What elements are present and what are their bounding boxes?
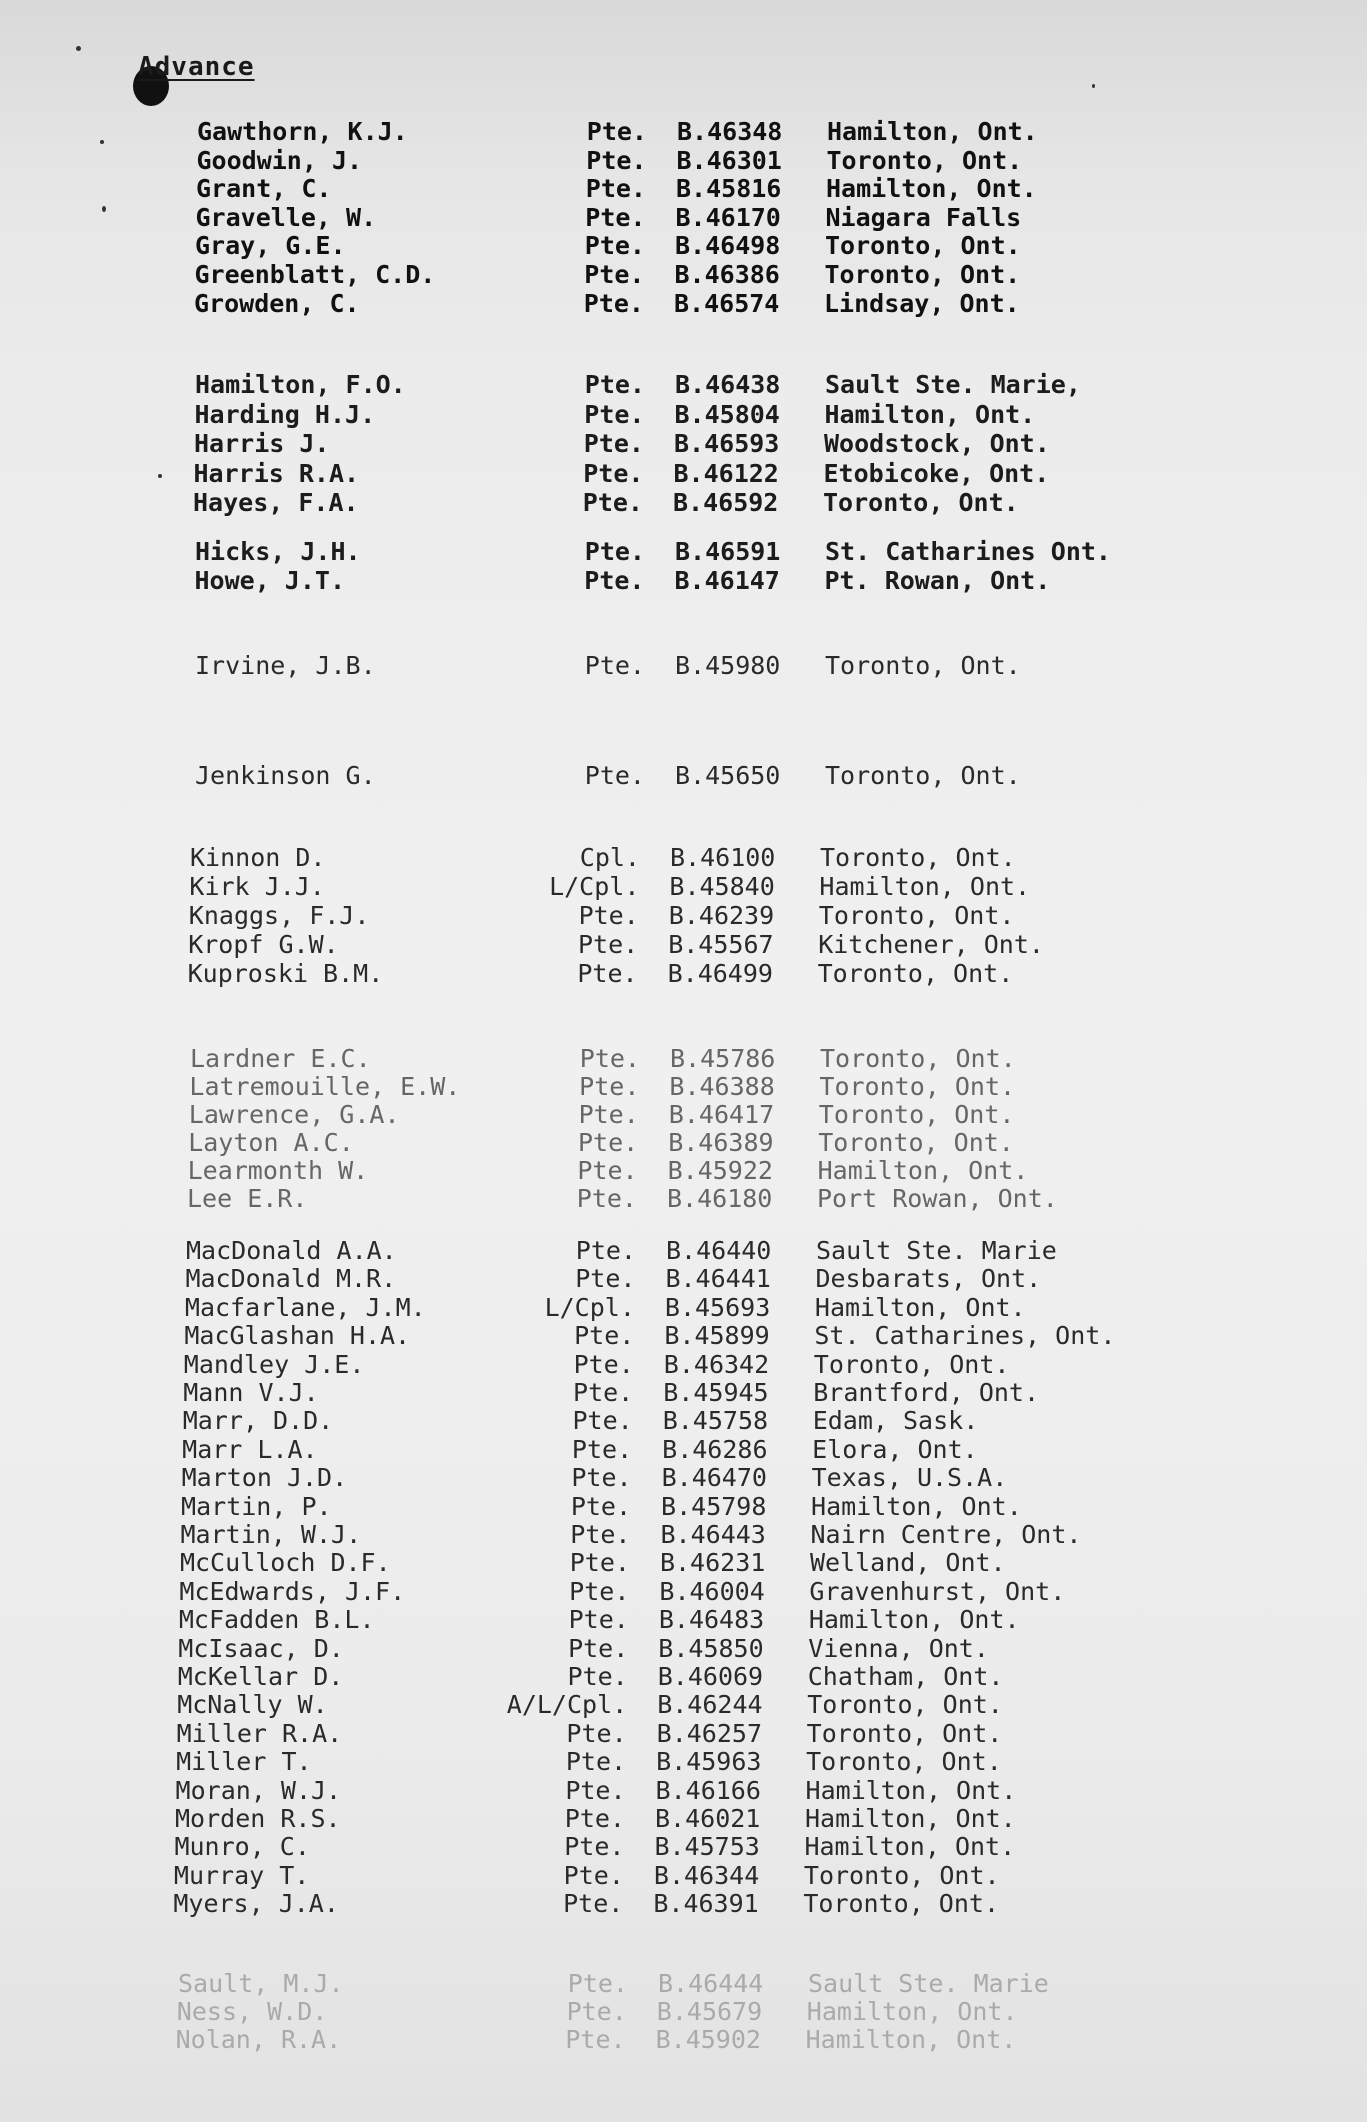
hometown: Toronto, Ont. <box>826 145 1023 175</box>
soldier-rank: Pte. <box>571 1434 633 1464</box>
hometown: Vienna, Ont. <box>808 1633 989 1663</box>
roster-row <box>195 261 1145 289</box>
soldier-name: Morden R.S. <box>175 1804 341 1833</box>
soldier-name: Latremouille, E.W. <box>189 1072 461 1101</box>
service-number: B.46592 <box>673 488 779 517</box>
soldier-name: Kinnon D. <box>190 843 326 872</box>
roster-row <box>184 1322 1134 1350</box>
service-number: B.45679 <box>656 1997 763 2026</box>
roster-row <box>180 1549 1130 1577</box>
roster-row <box>181 1521 1131 1549</box>
service-number: B.46180 <box>667 1184 773 1213</box>
service-number: B.45693 <box>664 1292 771 1322</box>
soldier-rank: Cpl. <box>579 843 640 872</box>
soldier-rank: Pte. <box>566 1997 627 2026</box>
hometown: Toronto, Ont. <box>825 761 1021 790</box>
soldier-rank: Pte. <box>563 1889 624 1919</box>
hometown: Hamilton, Ont. <box>805 2025 1017 2054</box>
soldier-rank: Pte. <box>567 1662 628 1691</box>
soldier-rank: Pte. <box>577 959 638 988</box>
hometown: Etobicoke, Ont. <box>823 458 1050 488</box>
soldier-rank: Pte. <box>573 1349 634 1379</box>
service-number: B.46170 <box>675 202 781 232</box>
roster-row <box>195 401 1145 429</box>
roster-row <box>195 762 1145 790</box>
roster-row <box>173 1890 1123 1918</box>
hometown: Brantford, Ont. <box>813 1378 1040 1407</box>
soldier-rank: L/Cpl. <box>549 872 640 901</box>
roster-row <box>188 960 1138 988</box>
hometown: Toronto, Ont. <box>820 1044 1016 1073</box>
soldier-rank: Pte. <box>586 117 647 146</box>
hometown: St. Catharines Ont. <box>825 537 1111 566</box>
soldier-name: Murray T. <box>173 1860 310 1890</box>
soldier-name: Growden, C. <box>194 288 360 318</box>
soldier-rank: Pte. <box>584 399 645 429</box>
hometown: St. Catharines, Ont. <box>814 1321 1116 1351</box>
soldier-name: MacGlashan H.A. <box>184 1321 411 1351</box>
ink-speck <box>100 140 104 144</box>
service-number: B.45786 <box>670 1044 776 1073</box>
service-number: B.46301 <box>676 145 782 175</box>
soldier-name: McIsaac, D. <box>178 1633 344 1663</box>
service-number: B.45758 <box>662 1406 769 1436</box>
hometown: Toronto, Ont. <box>825 651 1021 680</box>
soldier-name: Layton A.C. <box>188 1128 354 1157</box>
ink-speck <box>1092 84 1095 88</box>
hometown: Chatham, Ont. <box>807 1662 1004 1691</box>
roster-row <box>187 1185 1137 1213</box>
ink-speck <box>102 206 106 212</box>
service-number: B.45753 <box>654 1832 760 1862</box>
soldier-name: Harris R.A. <box>193 458 360 488</box>
hometown: Hamilton, Ont. <box>819 872 1031 901</box>
soldier-rank: Pte. <box>568 1605 629 1635</box>
roster-row <box>194 290 1144 318</box>
roster-row <box>176 1748 1126 1776</box>
soldier-name: McFadden B.L. <box>178 1605 375 1635</box>
hometown: Hamilton, Ont. <box>804 1832 1016 1862</box>
soldier-name: Hicks, J.H. <box>195 537 361 566</box>
soldier-rank: Pte. <box>585 202 646 232</box>
roster-row <box>174 1862 1124 1890</box>
hometown: Sault Ste. Marie <box>816 1236 1057 1265</box>
roster-row <box>195 538 1145 566</box>
roster-row <box>179 1578 1129 1606</box>
soldier-name: MacDonald M.R. <box>185 1264 397 1294</box>
roster-row <box>194 430 1144 458</box>
service-number: B.45650 <box>675 761 781 790</box>
soldier-name: Marr, D.D. <box>182 1406 334 1436</box>
soldier-rank: Pte. <box>577 1128 639 1157</box>
soldier-rank: Pte. <box>571 1463 632 1493</box>
soldier-rank: Pte. <box>584 260 645 289</box>
hometown: Toronto, Ont. <box>818 1128 1014 1157</box>
roster-row <box>195 371 1145 399</box>
hometown: Hamilton, Ont. <box>805 1804 1016 1833</box>
hometown: Toronto, Ont. <box>818 1100 1015 1129</box>
soldier-name: Learmonth W. <box>187 1156 369 1185</box>
soldier-rank: Pte. <box>583 429 644 458</box>
service-number: B.45963 <box>656 1747 762 1777</box>
hometown: Hamilton, Ont. <box>806 1997 1018 2026</box>
roster-row <box>195 232 1145 260</box>
soldier-name: Harding H.J. <box>194 399 376 429</box>
soldier-name: Kropf G.W. <box>188 930 339 959</box>
soldier-name: Howe, J.T. <box>194 566 346 595</box>
hometown: Edam, Sask. <box>812 1406 979 1436</box>
soldier-rank: Pte. <box>583 458 644 488</box>
hometown: Hamilton, Ont. <box>811 1491 1022 1521</box>
hometown: Toronto, Ont. <box>817 959 1014 988</box>
soldier-name: Martin, P. <box>181 1491 332 1521</box>
hometown: Toronto, Ont. <box>825 231 1021 261</box>
soldier-name: Kirk J.J. <box>189 872 325 901</box>
roster-row <box>182 1436 1132 1464</box>
service-number: B.45922 <box>667 1156 773 1185</box>
soldier-rank: Pte. <box>584 370 645 399</box>
hometown: Toronto, Ont. <box>807 1690 1003 1720</box>
service-number: B.45567 <box>668 930 774 959</box>
roster-row <box>185 1265 1135 1293</box>
roster-row <box>189 1101 1139 1129</box>
soldier-rank: Pte. <box>577 930 639 959</box>
hometown: Hamilton, Ont. <box>817 1156 1029 1185</box>
soldier-rank: Pte. <box>582 488 643 517</box>
soldier-rank: Pte. <box>579 1072 640 1101</box>
hometown: Nairn Centre, Ont. <box>810 1520 1082 1549</box>
soldier-rank: Pte. <box>578 901 639 930</box>
hometown: Toronto, Ont. <box>806 1747 1002 1777</box>
hometown: Welland, Ont. <box>809 1548 1006 1578</box>
hometown: Hamilton, Ont. <box>814 1292 1026 1322</box>
soldier-rank: Pte. <box>577 1156 638 1185</box>
hometown: Kitchener, Ont. <box>818 930 1044 959</box>
soldier-name: Miller R.A. <box>176 1718 343 1748</box>
service-number: B.46239 <box>668 901 775 930</box>
soldier-name: McNally W. <box>177 1690 328 1720</box>
roster-row <box>176 1777 1126 1805</box>
soldier-name: Gray, G.E. <box>195 231 346 261</box>
roster-row <box>195 567 1145 595</box>
soldier-name: Hamilton, F.O. <box>195 370 406 399</box>
roster-row <box>196 204 1146 232</box>
service-number: B.46389 <box>668 1128 774 1157</box>
soldier-name: Munro, C. <box>174 1832 310 1862</box>
soldier-rank: Pte. <box>570 1491 632 1521</box>
soldier-rank: Pte. <box>565 1747 627 1777</box>
service-number: B.46498 <box>675 231 781 261</box>
service-number: B.45798 <box>661 1491 767 1521</box>
roster-row <box>185 1294 1135 1322</box>
hometown: Elora, Ont. <box>812 1434 978 1464</box>
hometown: Toronto, Ont. <box>824 260 1021 289</box>
roster-row <box>189 902 1139 930</box>
hometown: Pt. Rowan, Ont. <box>824 566 1051 595</box>
soldier-name: Gawthorn, K.J. <box>197 117 408 146</box>
ink-speck <box>76 46 81 51</box>
soldier-rank: Pte. <box>573 1378 634 1407</box>
soldier-rank: L/Cpl. <box>544 1292 635 1322</box>
service-number: B.46444 <box>658 1969 764 1998</box>
service-number: B.46574 <box>674 288 780 318</box>
soldier-rank: Pte. <box>570 1520 631 1549</box>
service-number: B.46470 <box>661 1463 767 1493</box>
hometown: Hamilton, Ont. <box>827 117 1038 146</box>
service-number: B.46388 <box>669 1072 775 1101</box>
service-number: B.46166 <box>655 1775 761 1805</box>
service-number: B.46257 <box>656 1718 762 1748</box>
soldier-rank: Pte. <box>565 2025 626 2054</box>
service-number: B.46100 <box>670 843 776 872</box>
ink-speck <box>158 474 162 478</box>
soldier-rank: Pte. <box>579 1044 640 1073</box>
hometown: Toronto, Ont. <box>818 901 1015 930</box>
roster-row <box>186 1237 1136 1265</box>
hometown: Lindsay, Ont. <box>824 288 1020 318</box>
roster-row <box>175 1805 1125 1833</box>
service-number: B.46147 <box>674 566 780 595</box>
soldier-name: Moran, W.J. <box>175 1775 342 1805</box>
service-number: B.46344 <box>653 1860 760 1890</box>
soldier-name: Mann V.J. <box>183 1378 319 1407</box>
soldier-rank: Pte. <box>574 1321 635 1351</box>
hometown: Toronto, Ont. <box>813 1349 1010 1379</box>
soldier-name: Mandley J.E. <box>183 1349 365 1379</box>
roster-row <box>181 1493 1131 1521</box>
hometown: Toronto, Ont. <box>803 1889 1000 1919</box>
soldier-name: Goodwin, J. <box>196 145 363 175</box>
service-number: B.46438 <box>675 370 781 399</box>
soldier-name: Nolan, R.A. <box>175 2025 342 2054</box>
soldier-rank: A/L/Cpl. <box>506 1690 628 1720</box>
soldier-name: Lee E.R. <box>187 1184 308 1213</box>
roster-row <box>188 1129 1138 1157</box>
soldier-rank: Pte. <box>569 1548 630 1578</box>
soldier-name: Macfarlane, J.M. <box>184 1292 426 1322</box>
roster-row <box>197 147 1147 175</box>
roster-row <box>188 1157 1138 1185</box>
roster-row <box>177 1720 1127 1748</box>
hometown: Toronto, Ont. <box>806 1718 1003 1748</box>
soldier-name: MacDonald A.A. <box>186 1236 397 1265</box>
service-number: B.45840 <box>669 872 775 901</box>
roster-row <box>193 489 1143 517</box>
roster-row <box>178 1970 1128 1998</box>
soldier-name: Hayes, F.A. <box>193 488 359 517</box>
soldier-rank: Pte. <box>584 566 645 595</box>
hometown: Sault Ste. Marie <box>808 1969 1049 1998</box>
hometown: Hamilton, Ont. <box>824 399 1036 429</box>
soldier-rank: Pte. <box>584 537 645 566</box>
soldier-name: Jenkinson G. <box>195 761 376 790</box>
soldier-name: Martin, W.J. <box>180 1520 362 1549</box>
roster-row <box>183 1407 1133 1435</box>
soldier-name: Irvine, J.B. <box>195 651 376 680</box>
roster-row <box>182 1464 1132 1492</box>
service-number: B.45980 <box>675 651 781 680</box>
soldier-name: Sault, M.J. <box>178 1969 344 1998</box>
hometown: Toronto, Ont. <box>820 843 1016 872</box>
soldier-name: Ness, W.D. <box>176 1997 328 2026</box>
service-number: B.46021 <box>655 1804 761 1833</box>
soldier-rank: Pte. <box>584 651 645 680</box>
hometown: Toronto, Ont. <box>803 1860 1000 1890</box>
soldier-rank: Pte. <box>564 1804 625 1833</box>
soldier-rank: Pte. <box>583 288 644 318</box>
roster-row <box>194 460 1144 488</box>
service-number: B.46499 <box>667 959 773 988</box>
hometown: Port Rowan, Ont. <box>817 1184 1058 1213</box>
soldier-name: Greenblatt, C.D. <box>194 260 436 289</box>
roster-row <box>177 1691 1127 1719</box>
soldier-name: Miller T. <box>176 1747 312 1777</box>
service-number: B.45945 <box>663 1378 769 1407</box>
soldier-name: Lardner E.C. <box>190 1044 371 1073</box>
soldier-rank: Pte. <box>575 1236 636 1265</box>
soldier-name: Marton J.D. <box>181 1463 348 1493</box>
roster-row <box>184 1351 1134 1379</box>
soldier-name: Knaggs, F.J. <box>188 901 370 930</box>
roster-row <box>197 118 1147 146</box>
soldier-name: Gravelle, W. <box>195 202 377 232</box>
roster-row <box>179 1606 1129 1634</box>
soldier-name: Myers, J.A. <box>173 1889 339 1919</box>
soldier-name: Kuproski B.M. <box>187 959 384 988</box>
soldier-rank: Pte. <box>565 1775 626 1805</box>
service-number: B.45816 <box>676 174 782 204</box>
roster-row <box>174 1833 1124 1861</box>
soldier-rank: Pte. <box>563 1860 624 1890</box>
soldier-rank: Pte. <box>575 1264 636 1294</box>
service-number: B.46004 <box>659 1576 765 1606</box>
roster-row <box>190 844 1140 872</box>
hometown: Sault Ste. Marie, <box>825 370 1081 399</box>
service-number: B.46244 <box>657 1690 763 1720</box>
soldier-rank: Pte. <box>578 1100 639 1129</box>
hometown: Gravenhurst, Ont. <box>809 1576 1066 1606</box>
roster-row <box>190 1045 1140 1073</box>
soldier-rank: Pte. <box>568 1633 629 1663</box>
roster-row <box>188 931 1138 959</box>
soldier-rank: Pte. <box>569 1576 630 1606</box>
service-number: B.45850 <box>658 1633 764 1663</box>
soldier-rank: Pte. <box>584 231 645 261</box>
soldier-name: Grant, C. <box>196 174 332 204</box>
service-number: B.46286 <box>662 1434 768 1464</box>
roster-row <box>177 1998 1127 2026</box>
service-number: B.46591 <box>675 537 781 566</box>
roster-row <box>196 175 1146 203</box>
hometown: Woodstock, Ont. <box>824 429 1050 458</box>
roster-row <box>189 1073 1139 1101</box>
roster-row <box>178 1663 1128 1691</box>
service-number: B.46483 <box>658 1605 765 1635</box>
service-number: B.46417 <box>668 1100 775 1129</box>
service-number: B.45899 <box>664 1321 770 1351</box>
hometown: Desbarats, Ont. <box>815 1264 1042 1294</box>
hometown: Niagara Falls <box>825 202 1022 232</box>
hometown: Hamilton, Ont. <box>826 174 1037 204</box>
roster-row <box>176 2026 1126 2054</box>
service-number: B.45804 <box>674 399 780 429</box>
roster-row <box>183 1379 1133 1407</box>
service-number: B.46391 <box>653 1889 759 1919</box>
service-number: B.46593 <box>674 429 780 458</box>
soldier-rank: Pte. <box>576 1184 637 1213</box>
service-number: B.46069 <box>657 1662 764 1691</box>
soldier-rank: Pte. <box>585 174 646 204</box>
soldier-name: Marr L.A. <box>182 1434 318 1464</box>
soldier-rank: Pte. <box>584 761 645 790</box>
page-heading: Advance <box>138 52 255 82</box>
service-number: B.46440 <box>666 1236 772 1265</box>
soldier-rank: Pte. <box>566 1718 627 1748</box>
soldier-name: McCulloch D.F. <box>179 1548 391 1578</box>
soldier-rank: Pte. <box>567 1969 628 1998</box>
roster-row <box>195 652 1145 680</box>
soldier-name: McKellar D. <box>177 1662 344 1691</box>
service-number: B.46386 <box>674 260 780 289</box>
service-number: B.46342 <box>663 1349 770 1379</box>
hometown: Toronto, Ont. <box>819 1072 1016 1101</box>
hometown: Toronto, Ont. <box>823 488 1019 517</box>
hometown: Hamilton, Ont. <box>808 1605 1020 1635</box>
service-number: B.45902 <box>655 2025 761 2054</box>
service-number: B.46122 <box>673 458 779 488</box>
service-number: B.46441 <box>665 1264 771 1294</box>
service-number: B.46443 <box>660 1520 766 1549</box>
soldier-name: Lawrence, G.A. <box>188 1100 400 1129</box>
roster-row <box>178 1635 1128 1663</box>
service-number: B.46348 <box>677 117 783 146</box>
soldier-name: Harris J. <box>194 429 330 458</box>
hometown: Hamilton, Ont. <box>805 1775 1017 1805</box>
soldier-rank: Pte. <box>564 1832 625 1862</box>
roster-row <box>189 873 1139 901</box>
soldier-rank: Pte. <box>586 145 647 175</box>
soldier-name: McEdwards, J.F. <box>179 1576 406 1606</box>
service-number: B.46231 <box>659 1548 766 1578</box>
soldier-rank: Pte. <box>572 1406 633 1436</box>
hometown: Texas, U.S.A. <box>811 1463 1008 1493</box>
